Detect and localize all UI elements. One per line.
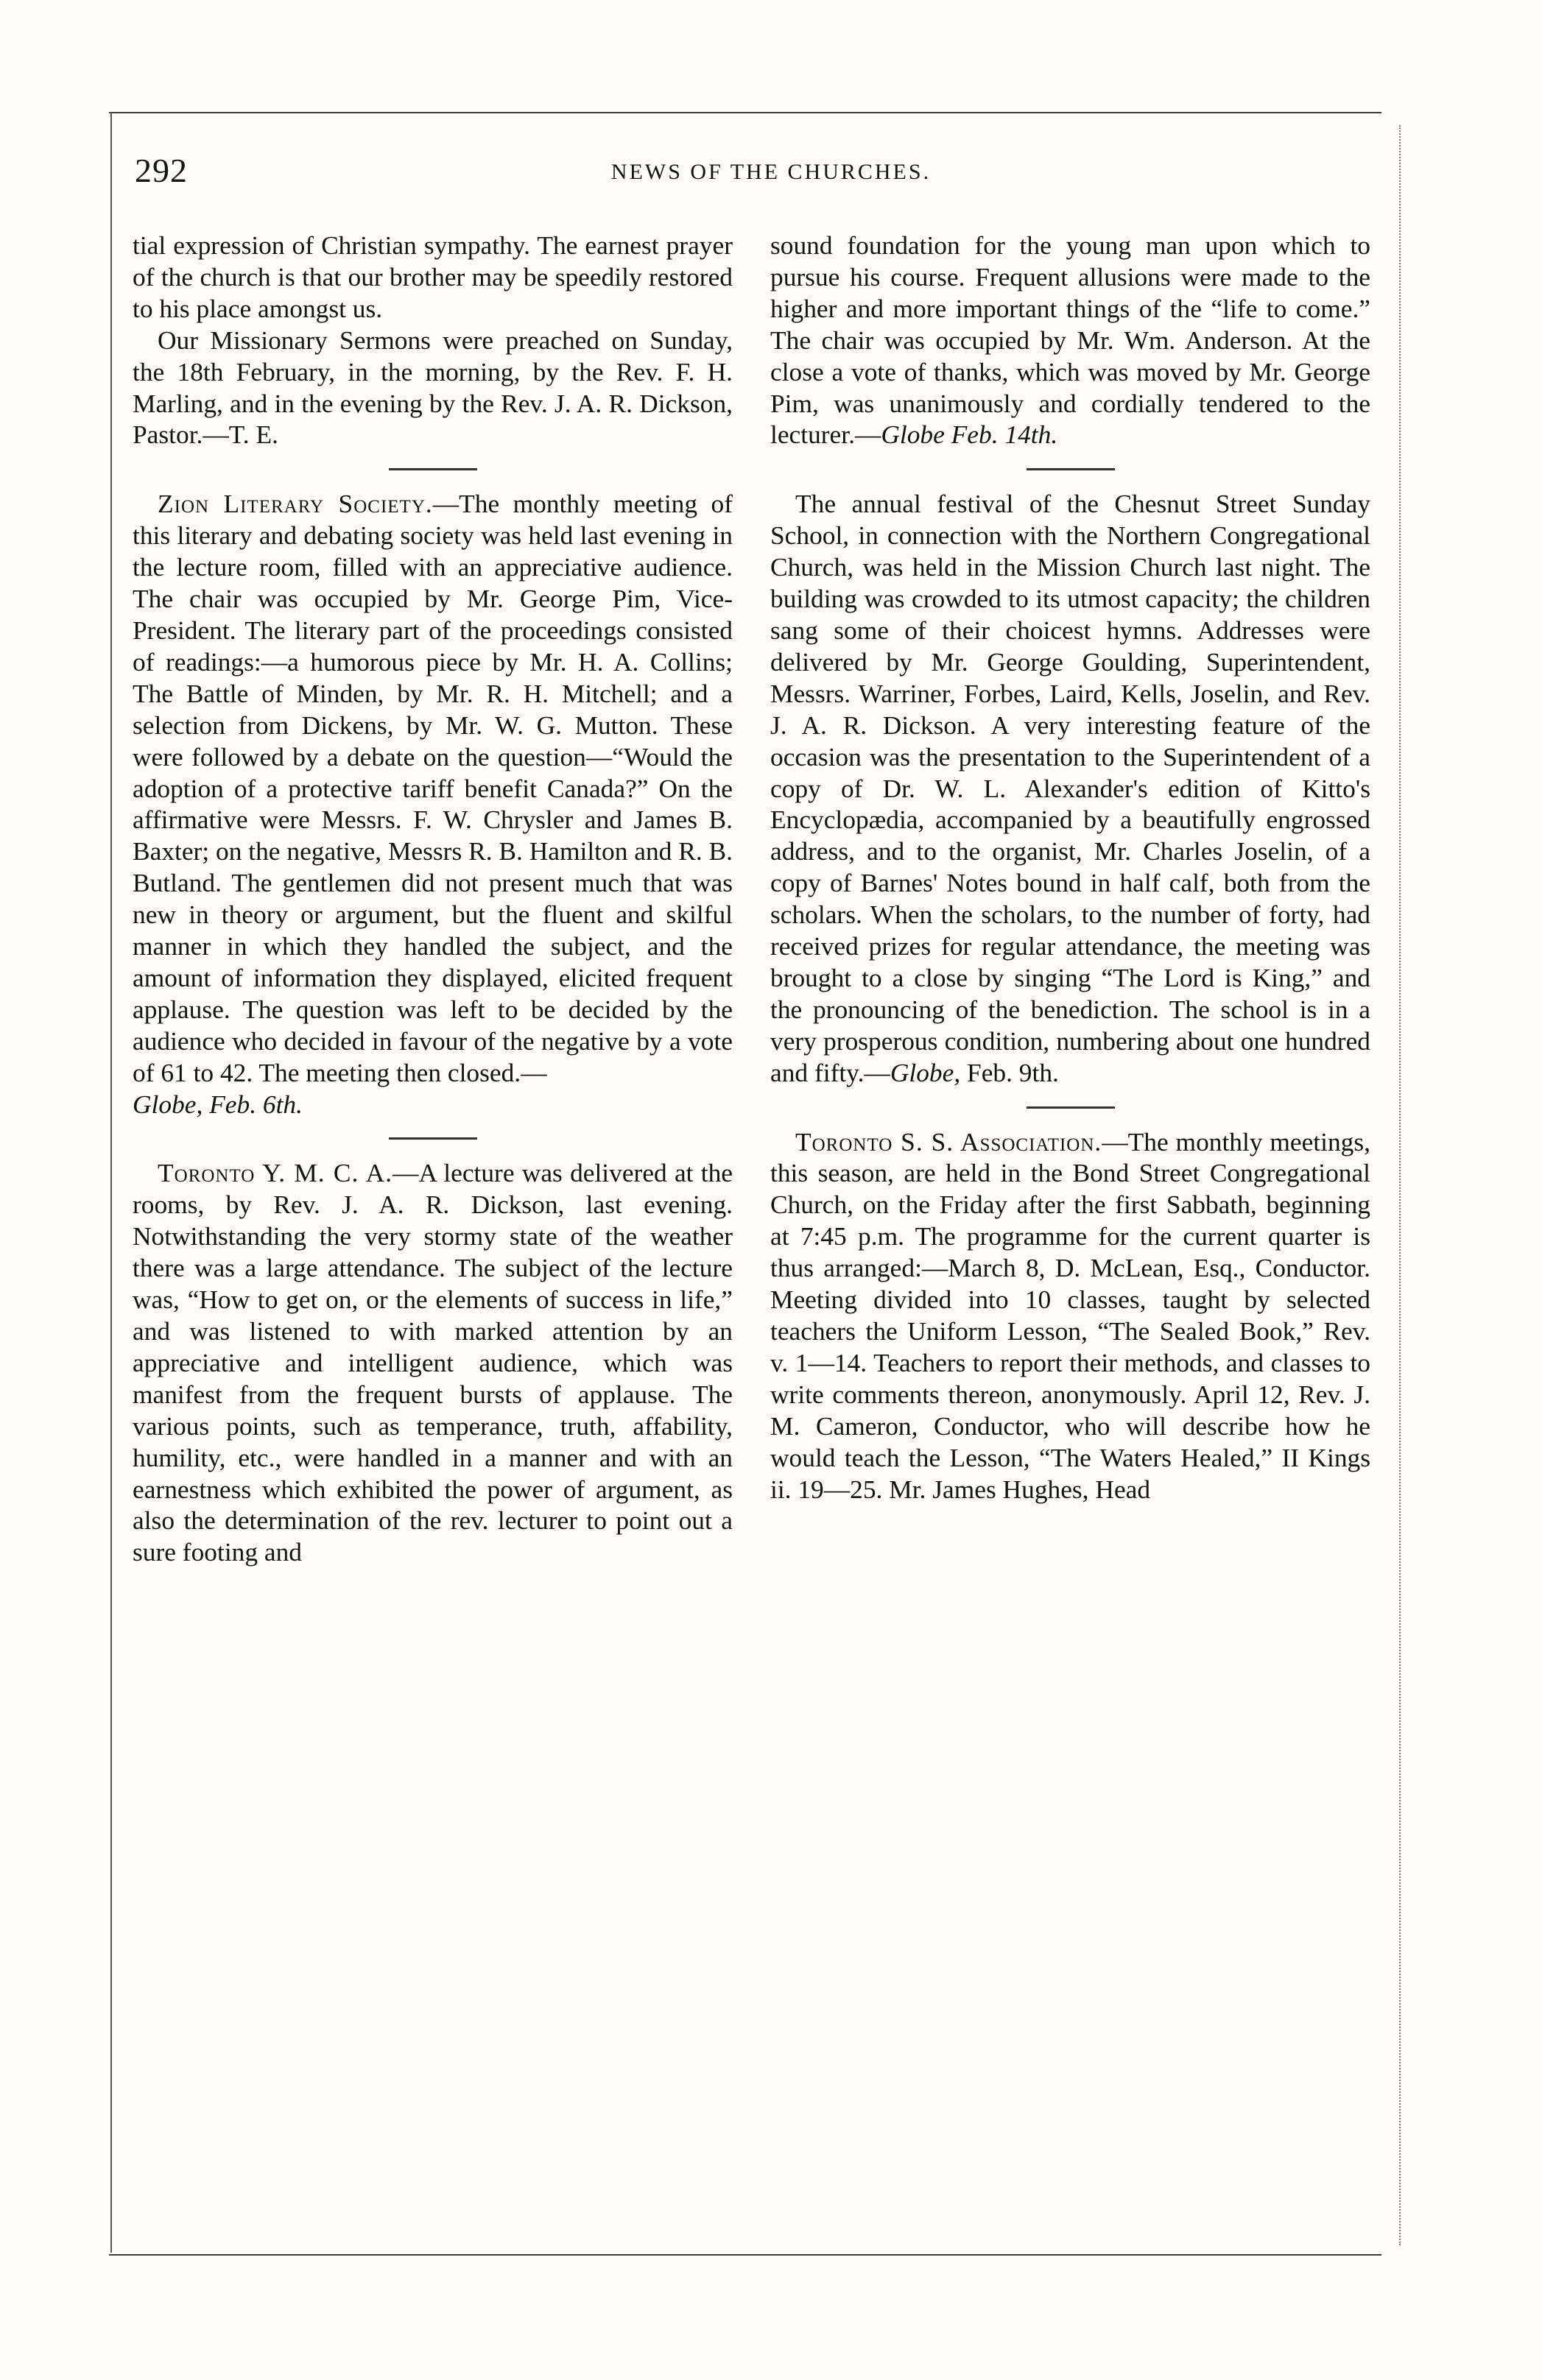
zion-literary-society-article: [133, 488, 733, 1088]
continued-paragraph: sound foundation for the young man upon which to pursue his course. Frequent allusions were made to the higher and more important things of the “life to come.” The chair was occupied by Mr. Wm. Anderson. At the close a vote of thanks, which was moved by Mr. George Pim, was unanimously and cordially tendered to the lecturer.—Globe Feb. 14th.: [770, 230, 1370, 450]
section-title: NEWS OF THE CHURCHES.: [610, 160, 932, 184]
article-heading: Zion Literary Society.: [158, 489, 433, 519]
article-source: Globe,: [890, 1057, 961, 1087]
running-head: [0, 151, 1542, 195]
section-divider: [389, 1137, 477, 1140]
article-body: —The monthly meetings, this season, are held in the Bond Street Congregational Church, on the Friday after the first Sabbath, beginning at 7:45 p.m. The programme for the current quarter is thus arranged:—March 8, D. McLean, Esq., Conductor. Meeting divided into 10 classes, taught by selected teachers the Uniform Lesson, “The Sealed Book,” Rev. v. 1—14. Teachers to report their methods, and classes to write comments thereon, anonymously. April 12, Rev. J. M. Cameron, Conductor, who will describe how he would teach the Lesson, “The Waters Healed,” II Kings ii. 19—25. Mr. James Hughes, Head: [770, 1126, 1370, 1504]
left-frame-rule: [110, 112, 112, 2253]
article-heading: Toronto S. S. Association.: [795, 1126, 1102, 1157]
toronto-ss-association-article: [770, 1126, 1370, 1505]
article-heading: Toronto Y. M. C. A.: [158, 1158, 393, 1188]
right-frame-dotted-rule: [1399, 125, 1401, 2245]
toronto-ymca-article: [133, 1157, 733, 1568]
article-source: Globe Feb. 14th.: [881, 420, 1058, 450]
page-number: 292: [135, 152, 188, 189]
chesnut-street-sunday-school-article: The annual festival of the Chesnut Street Sunday School, in connection with the Northern Congregational Church, was held in the Mission Church last night. The building was crowded to its utmost capacity; the children sang some of their choicest hymns. Addresses were delivered by Mr. George Goulding, Superintendent, Messrs. Warriner, Forbes, Laird, Kells, Joselin, and Rev. J. A. R. Dickson. A very interesting feature of the occasion was the presentation to the Superintendent of a copy of Dr. W. L. Alexander's edition of Kitto's Encyclopædia, accompanied by a beautifully engrossed address, and to the organist, Mr. Charles Joselin, of a copy of Barnes' Notes bound in half calf, both from the scholars. When the scholars, to the number of forty, had received prizes for regular attendance, the meeting was brought to a close by singing “The Lord is King,” and the pronouncing of the benediction. The school is in a very prosperous condition, numbering about one hundred and fifty.—Globe, Feb. 9th.: [770, 489, 1370, 1087]
section-divider: [1027, 468, 1115, 470]
article-body: —A lecture was delivered at the rooms, by Rev. J. A. R. Dickson, last evening. Notwithstanding the very stormy state of the weather there was a large attendance. The subject of the lecture was, “How to get on, or the elements of success in life,” and was listened to with marked attention by an appreciative and intelligent audience, which was manifest from the frequent bursts of applause. The various points, such as temperance, truth, affability, humility, etc., were handled in a manner and with an earnestness which exhibited the power of argument, as also the determination of the rev. lecturer to point out a sure footing and: [133, 1158, 733, 1567]
continued-paragraph: tial expression of Christian sympathy. The earnest prayer of the church is that our brother may be speedily restored to his place amongst us.: [133, 230, 733, 323]
article-source: Globe, Feb. 6th.: [133, 1089, 303, 1119]
right-column: [770, 230, 1370, 1505]
section-divider: [389, 468, 477, 470]
left-column: [133, 230, 733, 1568]
missionary-sermons-paragraph: Our Missionary Sermons were preached on Sunday, the 18th February, in the morning, by the Rev. F. H. Marling, and in the evening by the Rev. J. A. R. Dickson, Pastor.—T. E.: [133, 325, 733, 450]
section-divider: [1027, 1106, 1115, 1109]
article-body: —The monthly meeting of this literary and debating society was held last evening in the lecture room, filled with an appreciative audience. The chair was occupied by Mr. George Pim, Vice-President. The literary part of the proceedings consisted of readings:—a humorous piece by Mr. H. A. Collins; The Battle of Minden, by Mr. R. H. Mitchell; and a selection from Dickens, by Mr. W. G. Mutton. These were followed by a debate on the question—“Would the adoption of a protective tariff benefit Canada?” On the affirmative were Messrs. F. W. Chrysler and James B. Baxter; on the negative, Messrs R. B. Hamilton and R. B. Butland. The gentlemen did not present much that was new in theory or argument, but the fluent and skilful manner in which they handled the subject, and the amount of information they displayed, elicited frequent applause. The question was left to be decided by the audience who decided in favour of the negative by a vote of 61 to 42. The meeting then closed.—: [133, 489, 733, 1087]
